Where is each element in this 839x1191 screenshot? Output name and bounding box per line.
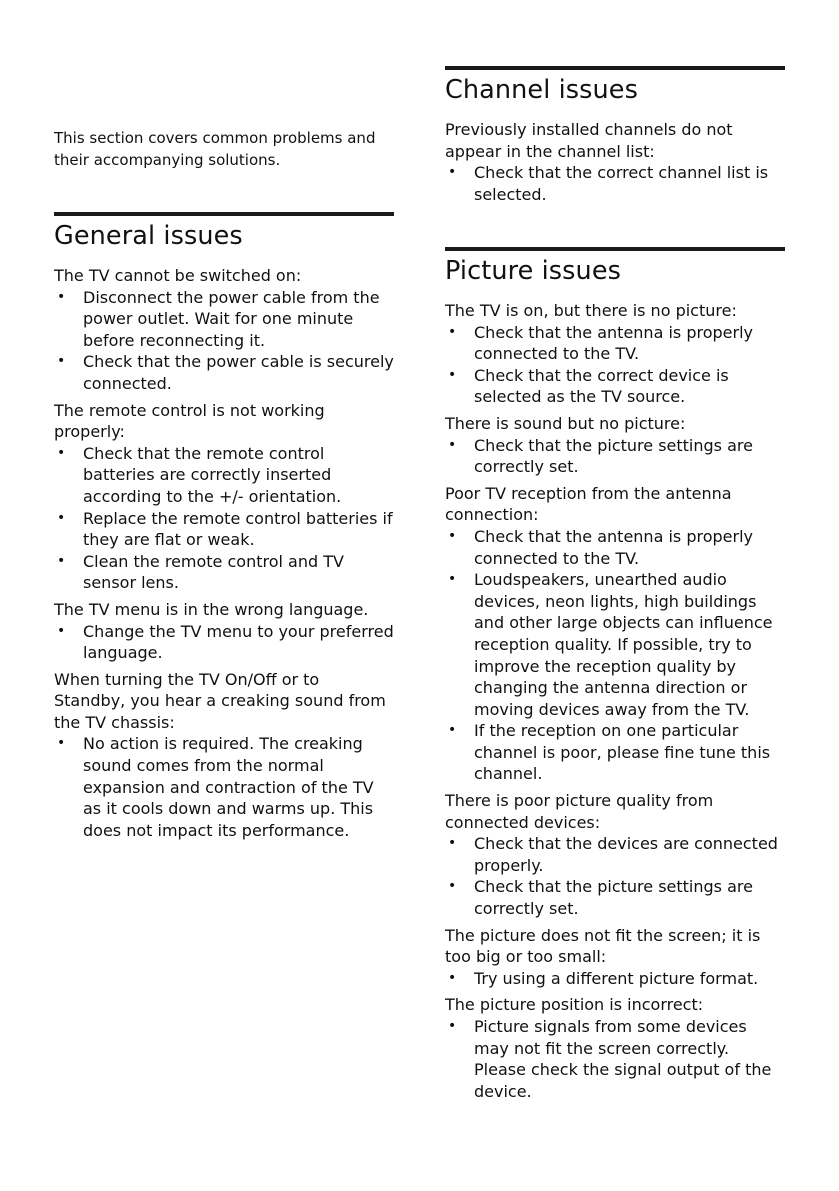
bullet-icon: • [57,353,66,370]
section-rule [445,66,785,70]
section-title-general: General issues [54,221,243,251]
solution-text: Try using a different picture format. [474,968,759,988]
solution-text: Check that the power cable is securely connected. [83,352,394,393]
channel-issues-section [445,66,785,210]
bullet-icon: • [57,552,66,569]
solution-list [54,733,394,841]
solution-list [54,443,394,594]
solution-text: Check that the antenna is properly connected to the TV. [474,526,753,568]
issue-problem: There is sound but no picture: [445,413,686,433]
intro-text: This section covers common problems and their accompanying solutions. [54,129,376,169]
solution-item [445,322,785,365]
issue-problem: Previously installed channels do not appear in the channel list: [445,120,733,161]
issue-block [445,300,785,408]
solution-item [445,526,785,569]
issue-block [445,790,785,920]
solution-text: Check that the correct device is selected as the TV source. [474,365,729,407]
bullet-icon: • [448,1018,457,1034]
solution-list [445,435,785,478]
solution-text: Check that the correct channel list is selected. [474,163,769,204]
issue-block [445,119,785,205]
bullet-icon: • [448,436,457,453]
solution-text: Change the TV menu to your preferred language. [83,621,394,663]
issue-problem: When turning the TV On/Off or to Standby, you hear a creaking sound from the TV chassis: [54,669,386,732]
bullet-icon: • [448,366,457,383]
issue-problem: The remote control is not working properly: [54,400,325,442]
bullet-icon: • [57,735,66,752]
solution-item [445,876,785,919]
solution-list [445,968,785,990]
solution-item [445,720,785,785]
solution-item [54,508,394,551]
solution-item [54,733,394,841]
solution-text: Check that the picture settings are correctly set. [474,877,753,919]
solution-text: Disconnect the power cable from the power outlet. Wait for one minute before reconnecting it. [83,287,380,350]
issue-problem: The TV is on, but there is no picture: [445,301,737,320]
solution-item [445,1016,785,1102]
solution-list [445,833,785,919]
bullet-icon: • [57,622,66,639]
solution-text: Picture signals from some devices may not fit the screen correctly. Please check the signal output of the device. [474,1017,772,1101]
solution-item [445,162,785,205]
bullet-icon: • [448,571,457,588]
picture-issues-section [445,247,785,1107]
issue-block [445,994,785,1102]
solution-text: Check that the picture settings are correctly set. [474,435,753,477]
solution-text: If the reception on one particular channel is poor, please fine tune this channel. [474,721,771,784]
section-rule [54,212,394,216]
solution-item [54,443,394,508]
issue-problem: There is poor picture quality from connected devices: [445,791,714,832]
bullet-icon: • [57,509,66,526]
solution-list [445,162,785,205]
issue-problem: The TV menu is in the wrong language. [54,599,369,619]
solution-item [54,287,394,352]
issue-block [445,413,785,478]
issue-block [54,599,394,664]
bullet-icon: • [448,969,457,986]
issue-block [445,925,785,990]
solution-text: Clean the remote control and TV sensor lens. [83,551,344,593]
bullet-icon: • [448,323,457,340]
solution-list [445,1016,785,1102]
section-title-picture: Picture issues [445,256,621,286]
solution-item [445,968,785,990]
bullet-icon: • [57,444,66,461]
bullet-icon: • [448,878,457,895]
solution-item [54,551,394,594]
solution-text: No action is required. The creaking sound comes from the normal expansion and contraction of the TV as it cools down and warms up. This does not impact its performance. [83,734,374,840]
bullet-icon: • [448,835,457,852]
solution-item [445,569,785,720]
solution-list [445,322,785,408]
issue-block [54,669,394,842]
bullet-icon: • [448,164,457,181]
solution-text: Check that the remote control batteries are correctly inserted according to the +/- orientation. [83,443,342,506]
solution-text: Check that the devices are connected properly. [474,834,778,875]
bullet-icon: • [448,722,457,739]
section-rule [445,247,785,251]
solution-item [54,351,394,394]
solution-text: Replace the remote control batteries if they are flat or weak. [83,508,393,550]
section-title-channel: Channel issues [445,75,638,105]
solution-list [54,287,394,395]
issue-block [54,265,394,395]
solution-list [445,526,785,785]
general-issues-section [54,212,394,846]
issue-block [54,400,394,594]
solution-item [445,833,785,876]
issue-problem: The TV cannot be switched on: [54,266,302,285]
solution-item [445,365,785,408]
issue-problem: The picture position is incorrect: [445,995,704,1015]
issue-problem: The picture does not fit the screen; it is too big or too small: [445,925,761,967]
bullet-icon: • [448,527,457,544]
solution-text: Check that the antenna is properly connected to the TV. [474,322,753,364]
solution-item [445,435,785,478]
solution-list [54,621,394,664]
bullet-icon: • [57,288,66,305]
solution-text: Loudspeakers, unearthed audio devices, neon lights, high buildings and other large objects can influence reception quality. If possible, try to improve the reception quality by changing the antenna direction or moving devices away from the TV. [474,570,773,719]
solution-item [54,621,394,664]
issue-problem: Poor TV reception from the antenna connection: [445,483,732,525]
issue-block [445,483,785,785]
